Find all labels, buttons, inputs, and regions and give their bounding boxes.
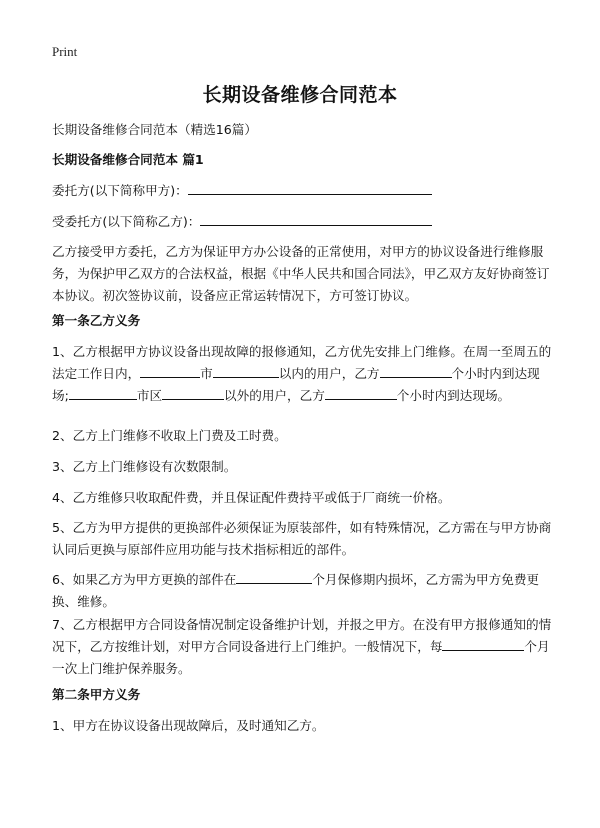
party-a-blank <box>188 180 432 195</box>
a1-item-1-text: 市 <box>200 366 213 381</box>
party-a-label: 委托方(以下简称甲方)： <box>52 183 188 198</box>
a1-item-6-text: 6、如果乙方为甲方更换的部件在 <box>52 572 237 587</box>
a1-item-7 <box>52 614 552 680</box>
party-b-label: 受委托方(以下简称乙方)： <box>52 214 201 229</box>
intro-paragraph: 乙方接受甲方委托，乙方为保证甲方办公设备的正常使用，对甲方的协议设备进行维修服务，为保护甲乙双方的合法权益，根据《中华人民共和国合同法》，甲乙双方友好协商签订本协议。初次签协议前，设备应正常运转情况下，方可签订协议。 <box>52 244 550 303</box>
a2-item-1: 1、甲方在协议设备出现故障后，及时通知乙方。 <box>52 718 325 733</box>
a1-item-1-text: 以外的用户，乙方 <box>224 388 325 403</box>
blank <box>213 363 279 378</box>
blank <box>325 385 397 400</box>
a1-item-1-text: 个小时内到达现场。 <box>396 388 511 403</box>
a1-item-7-text: 7、乙方根据甲方合同设备情况制定设备维护计划，并报之甲方。在没有甲方报修通知的情况下，乙方按维计划，对甲方合同设备进行上门维护。一般情况下，每 <box>52 617 552 654</box>
article1-heading: 第一条乙方义务 <box>52 313 141 328</box>
a1-item-5: 5、乙方为甲方提供的更换部件必须保证为原装部件，如有特殊情况，乙方需在与甲方协商认同后更换与原部件应用功能与技术指标相近的部件。 <box>52 520 552 557</box>
blank <box>236 569 312 584</box>
blank <box>140 363 200 378</box>
blank <box>162 385 224 400</box>
a1-item-2: 2、乙方上门维修不收取上门费及工时费。 <box>52 428 287 443</box>
a1-item-1 <box>52 341 552 407</box>
document-subtitle: 长期设备维修合同范本（精选16篇） <box>52 122 257 137</box>
blank <box>442 636 524 651</box>
party-b-blank <box>200 211 432 226</box>
a1-item-1-text: 个小时内到达现场; <box>52 366 540 403</box>
a1-item-6-text: 个月保修期内损坏，乙方需为甲方免费更换、维修。 <box>52 572 540 609</box>
party-a-line <box>52 180 552 202</box>
a1-item-3: 3、乙方上门维修设有次数限制。 <box>52 459 237 474</box>
a1-item-6 <box>52 569 552 613</box>
document-title: 长期设备维修合同范本 <box>202 84 398 106</box>
a1-item-1-text: 1、乙方根据甲方协议设备出现故障的报修通知，乙方优先安排上门维修。在周一至周五的法定工作日内， <box>52 344 552 381</box>
party-b-line <box>52 211 552 233</box>
a1-item-7-text: 个月一次上门维护保养服务。 <box>52 639 550 676</box>
section-heading: 长期设备维修合同范本 篇1 <box>52 152 204 167</box>
article2-heading: 第二条甲方义务 <box>52 687 141 702</box>
blank <box>69 385 137 400</box>
a1-item-1-text: 市区 <box>136 388 163 403</box>
a1-item-4: 4、乙方维修只收取配件费，并且保证配件费持平或低于厂商统一价格。 <box>52 490 451 505</box>
blank <box>380 363 452 378</box>
print-link[interactable]: Print <box>52 44 78 59</box>
a1-item-1-text: 以内的用户，乙方 <box>278 366 380 381</box>
